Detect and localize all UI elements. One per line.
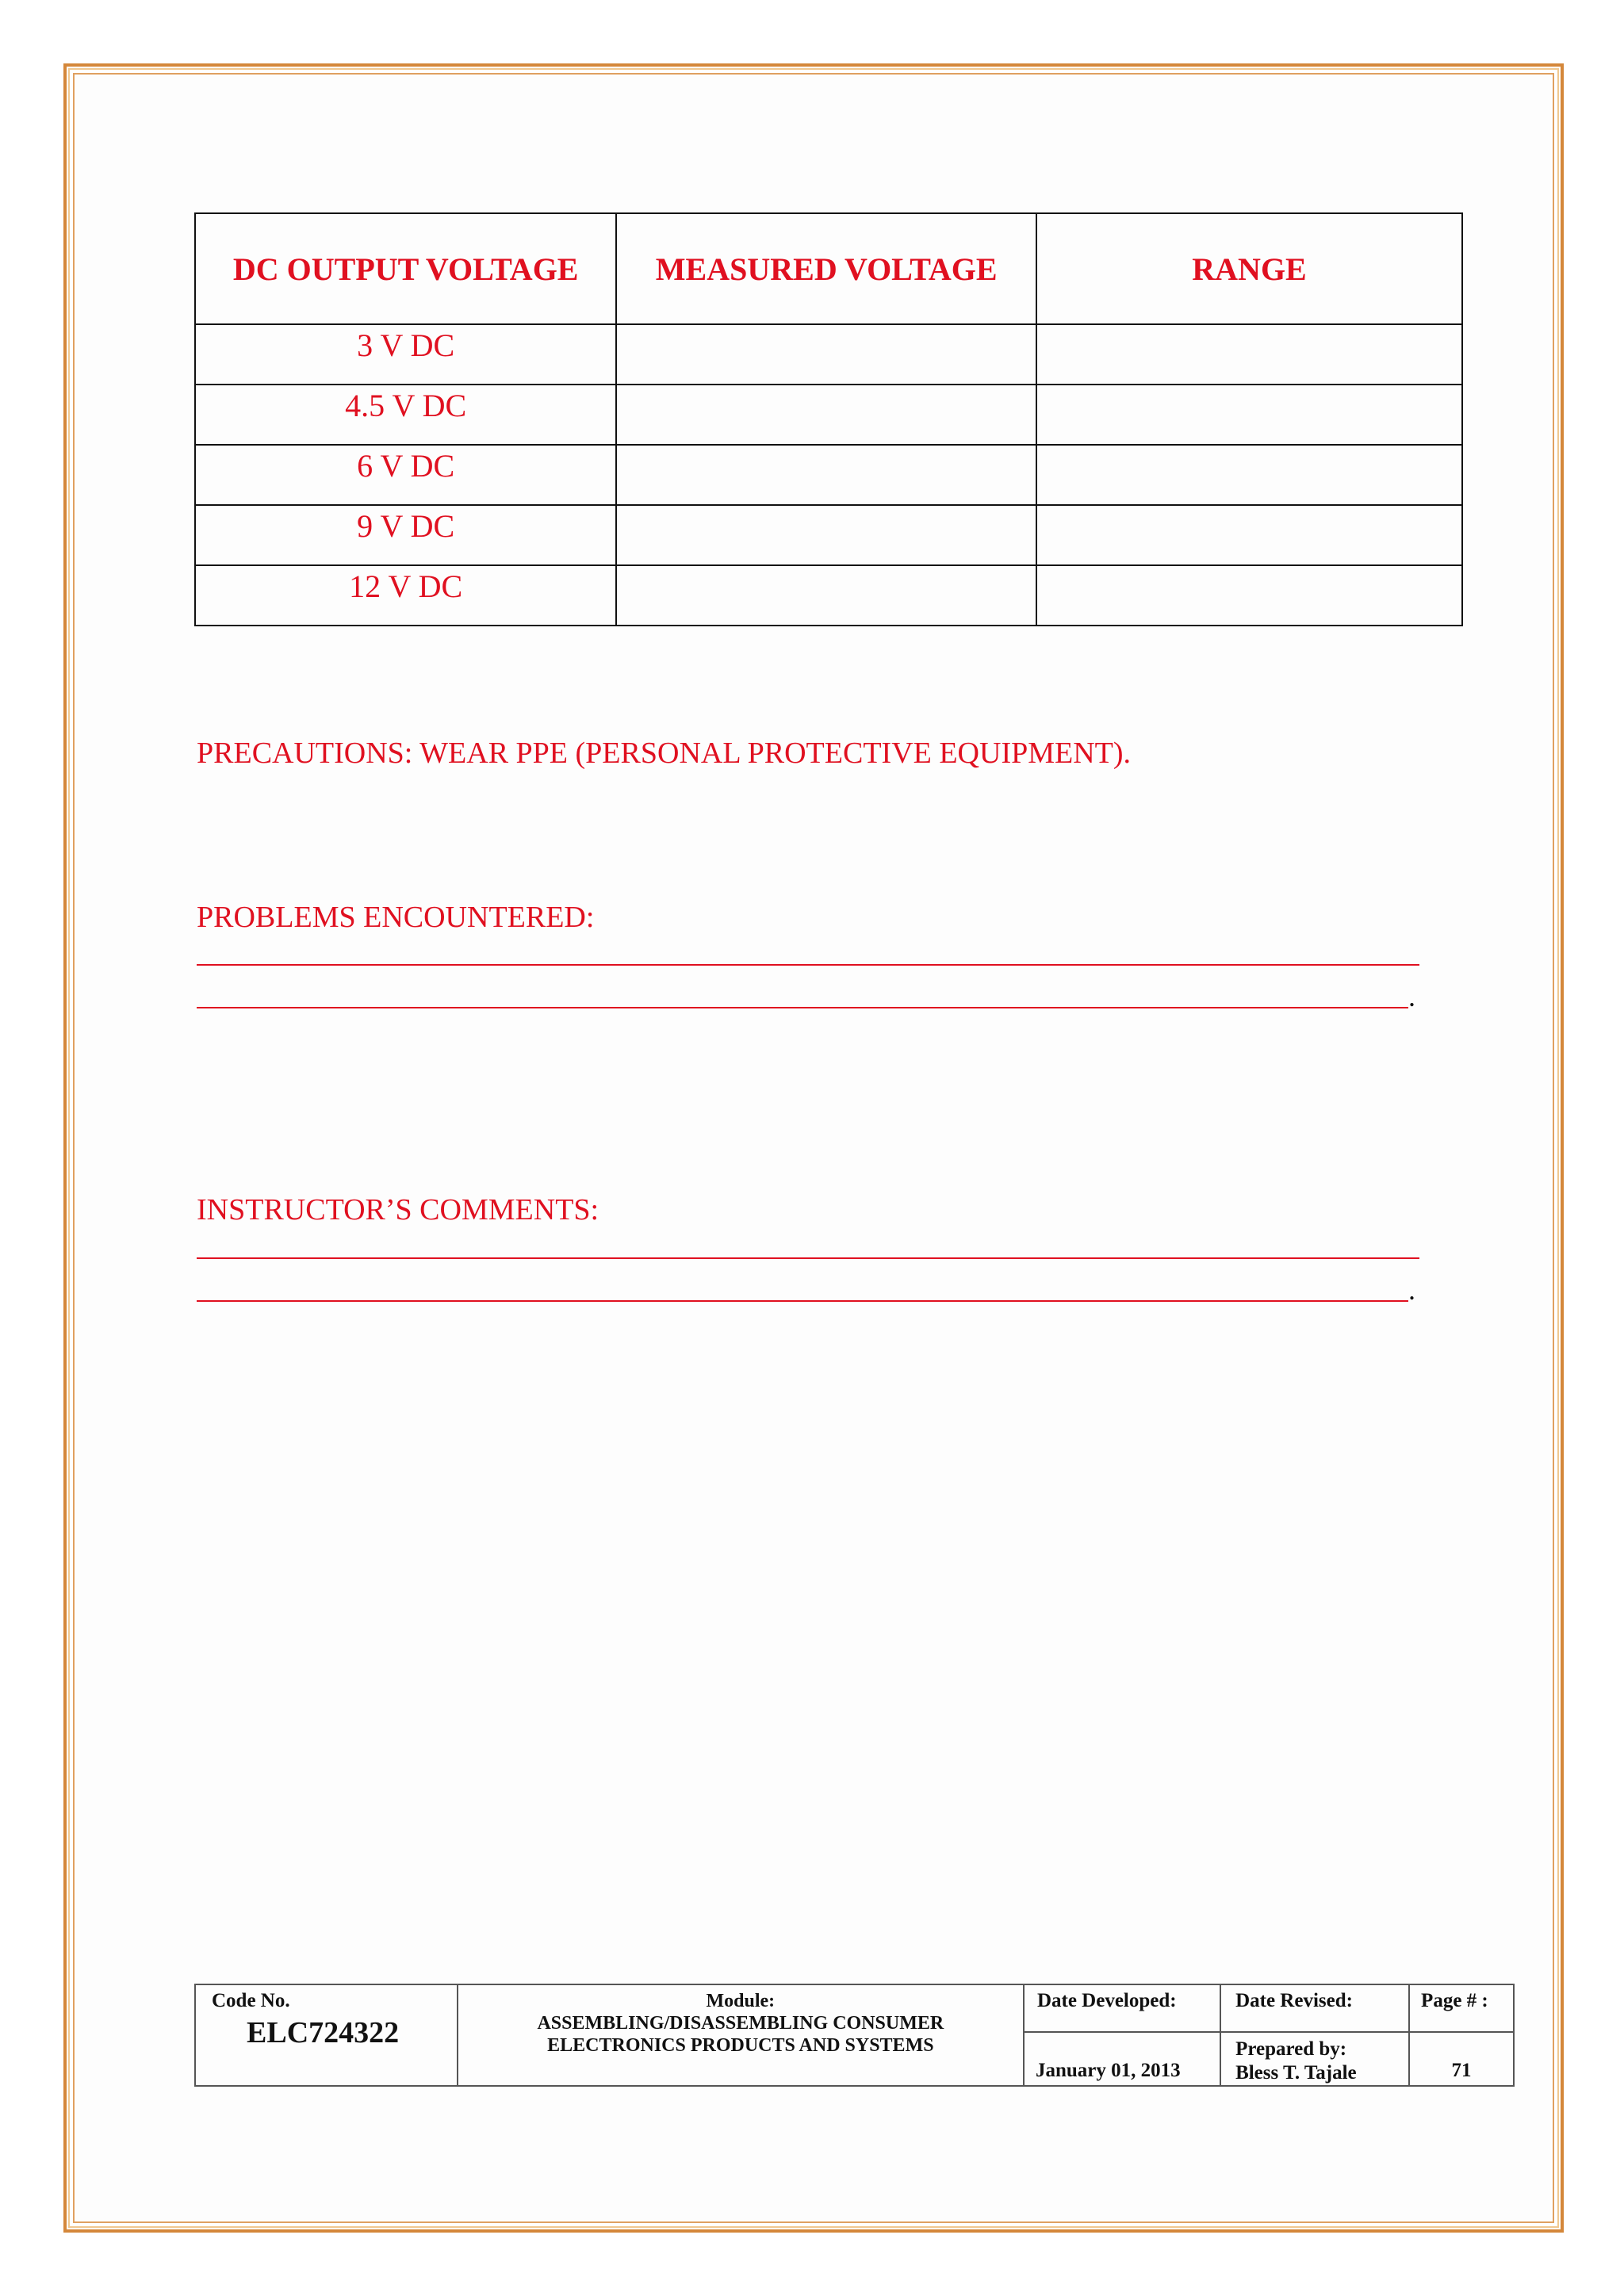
- module-title-line-1: ASSEMBLING/DISASSEMBLING CONSUMER: [537, 2013, 944, 2034]
- module-label: Module:: [706, 1991, 776, 2011]
- page-number-label: Page # :: [1421, 1990, 1488, 2011]
- page-number-value: 71: [1451, 2060, 1472, 2081]
- instructor-comments-label: INSTRUCTOR’S COMMENTS:: [197, 1193, 599, 1226]
- comments-answer-line-1[interactable]: [197, 1257, 1419, 1259]
- header-range: RANGE: [1036, 213, 1462, 324]
- voltage-measurement-table: [194, 212, 1463, 626]
- dc-output-voltage-cell: 12 V DC: [195, 565, 616, 626]
- measured-voltage-cell[interactable]: [616, 505, 1036, 565]
- table-row: [195, 505, 1462, 565]
- measured-voltage-cell[interactable]: [616, 385, 1036, 445]
- footer-date-revised-label-cell: [1220, 1984, 1409, 2032]
- measured-voltage-cell[interactable]: [616, 445, 1036, 505]
- measured-voltage-cell[interactable]: [616, 565, 1036, 626]
- document-footer: [194, 1984, 1515, 2087]
- range-cell[interactable]: [1036, 505, 1462, 565]
- dc-output-voltage-cell: 3 V DC: [195, 324, 616, 385]
- range-cell[interactable]: [1036, 385, 1462, 445]
- footer-module-cell: [458, 1984, 1024, 2086]
- problems-answer-line-2[interactable]: [197, 1007, 1408, 1008]
- date-developed-label: Date Developed:: [1036, 1990, 1177, 2011]
- header-measured-voltage: MEASURED VOLTAGE: [616, 213, 1036, 324]
- date-revised-label: Date Revised:: [1235, 1990, 1353, 2011]
- table-row: [195, 445, 1462, 505]
- footer-page-label-cell: [1409, 1984, 1514, 2032]
- precautions-text: PRECAUTIONS: WEAR PPE (PERSONAL PROTECTIVE EQUIPMENT).: [197, 737, 1132, 770]
- footer-date-developed-value-cell: [1024, 2032, 1220, 2086]
- header-dc-output-voltage: DC OUTPUT VOLTAGE: [195, 213, 616, 324]
- footer-page-value-cell: [1409, 2032, 1514, 2086]
- range-cell[interactable]: [1036, 324, 1462, 385]
- table-row: [195, 324, 1462, 385]
- table-row: [195, 565, 1462, 626]
- table-row: [195, 385, 1462, 445]
- code-label: Code No.: [212, 1990, 290, 2011]
- comments-line-end: .: [1408, 1274, 1415, 1306]
- problems-line-end: .: [1408, 981, 1415, 1012]
- dc-output-voltage-cell: 9 V DC: [195, 505, 616, 565]
- prepared-by-label: Prepared by:: [1235, 2038, 1347, 2060]
- table-header-row: [195, 213, 1462, 324]
- code-value: ELC724322: [247, 2016, 400, 2049]
- range-cell[interactable]: [1036, 565, 1462, 626]
- footer-prepared-by-cell: [1220, 2032, 1409, 2086]
- date-developed-value: January 01, 2013: [1035, 2060, 1181, 2081]
- problems-answer-line-1[interactable]: [197, 964, 1419, 966]
- problems-encountered-label: PROBLEMS ENCOUNTERED:: [197, 901, 595, 934]
- module-title-line-2: ELECTRONICS PRODUCTS AND SYSTEMS: [547, 2035, 934, 2056]
- dc-output-voltage-cell: 6 V DC: [195, 445, 616, 505]
- footer-date-developed-label-cell: [1024, 1984, 1220, 2032]
- measured-voltage-cell[interactable]: [616, 324, 1036, 385]
- range-cell[interactable]: [1036, 445, 1462, 505]
- footer-code-cell: [195, 1984, 458, 2086]
- dc-output-voltage-cell: 4.5 V DC: [195, 385, 616, 445]
- prepared-by-value: Bless T. Tajale: [1235, 2062, 1357, 2084]
- comments-answer-line-2[interactable]: [197, 1300, 1408, 1302]
